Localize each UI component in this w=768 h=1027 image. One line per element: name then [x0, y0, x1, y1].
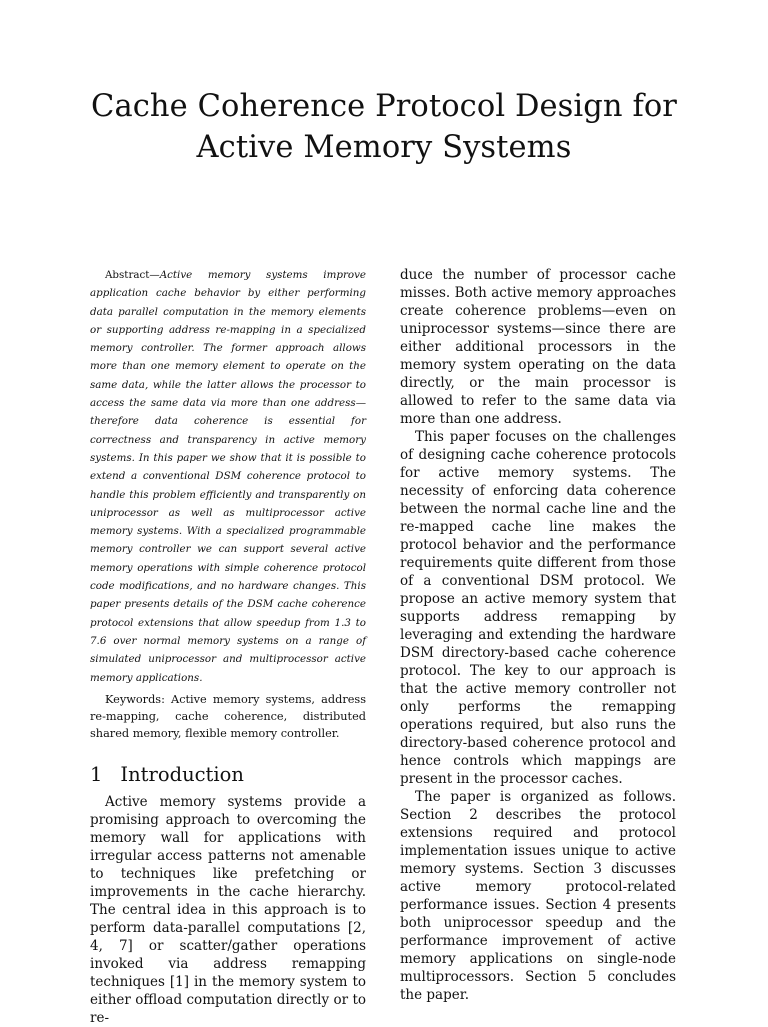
abstract [90, 266, 366, 687]
section-title: Introduction [120, 763, 244, 787]
intro-paragraph-2: This paper focuses on the challenges of designing cache coherence protocols for active memory systems. The necessity of enforcing data coherence between the normal cache line and the re-mapped cache line makes the protocol behavior and the performance requirements quite different from those of a conventional DSM protocol. We propose an active memory system that supports address remapping by leveraging and extending the hardware DSM directory-based cache coherence protocol. The key to our approach is that the active memory controller not only performs the remapping operations required, but also runs the directory-based coherence protocol and hence controls which mappings are present in the processor caches. [400, 429, 676, 787]
abstract-text: Active memory systems improve application cache behavior by either performing data parallel computation in the memory elements or supporting address re-mapping in a specialized memory controller. The former approach allows more than one memory element to operate on the same data, while the latter allows the processor to access the same data via more than one address—therefore data coherence is essential for correctness and transparency in active memory systems. In this paper we show that it is possible to extend a conventional DSM coherence protocol to handle this problem efficiently and transparently on uniprocessor as well as multiprocessor active memory systems. With a specialized programmable memory controller we can support several active memory operations with simple coherence protocol code modifications, and no hardware changes. This paper presents details of the DSM cache coherence protocol extensions that allow speedup from 1.3 to 7.6 over normal memory systems on a range of simulated uniprocessor and multiprocessor active memory applications. [90, 269, 366, 684]
right-column [400, 266, 676, 1004]
keywords: Keywords: Active memory systems, address re-mapping, cache coherence, distributed shared memory, flexible memory controller. [90, 692, 366, 741]
section-number: 1 [90, 763, 103, 787]
section-heading-introduction [90, 762, 366, 788]
paper-title-line-1: Cache Coherence Protocol Design for [91, 89, 677, 124]
abstract-label: Abstract— [105, 269, 160, 281]
left-column [90, 266, 366, 1027]
intro-paragraph-3: The paper is organized as follows. Section 2 describes the protocol extensions required and protocol implementation issues unique to active memory systems. Section 3 discusses active memory protocol-related performance issues. Section 4 presents both uniprocessor speedup and the performance improvement of active memory applications on single-node multiprocessors. Section 5 concludes the paper. [400, 789, 676, 1003]
paper-title [0, 86, 768, 168]
intro-paragraph-1-continued: duce the number of processor cache misses. Both active memory approaches create coherence problems—even on uniprocessor systems—since there are either additional processors in the memory system operating on the data directly, or the main processor is allowed to refer to the same data via more than one address. [400, 267, 676, 427]
paper-title-line-2: Active Memory Systems [196, 130, 572, 165]
intro-paragraph-1: Active memory systems provide a promising approach to overcoming the memory wall for applications with irregular access patterns not amenable to techniques like prefetching or improvements in the cache hierarchy. The central idea in this approach is to perform data-parallel computations [2, 4, 7] or scatter/gather operations invoked via address remapping techniques [1] in the memory system to either offload computation directly or to re- [90, 794, 366, 1027]
